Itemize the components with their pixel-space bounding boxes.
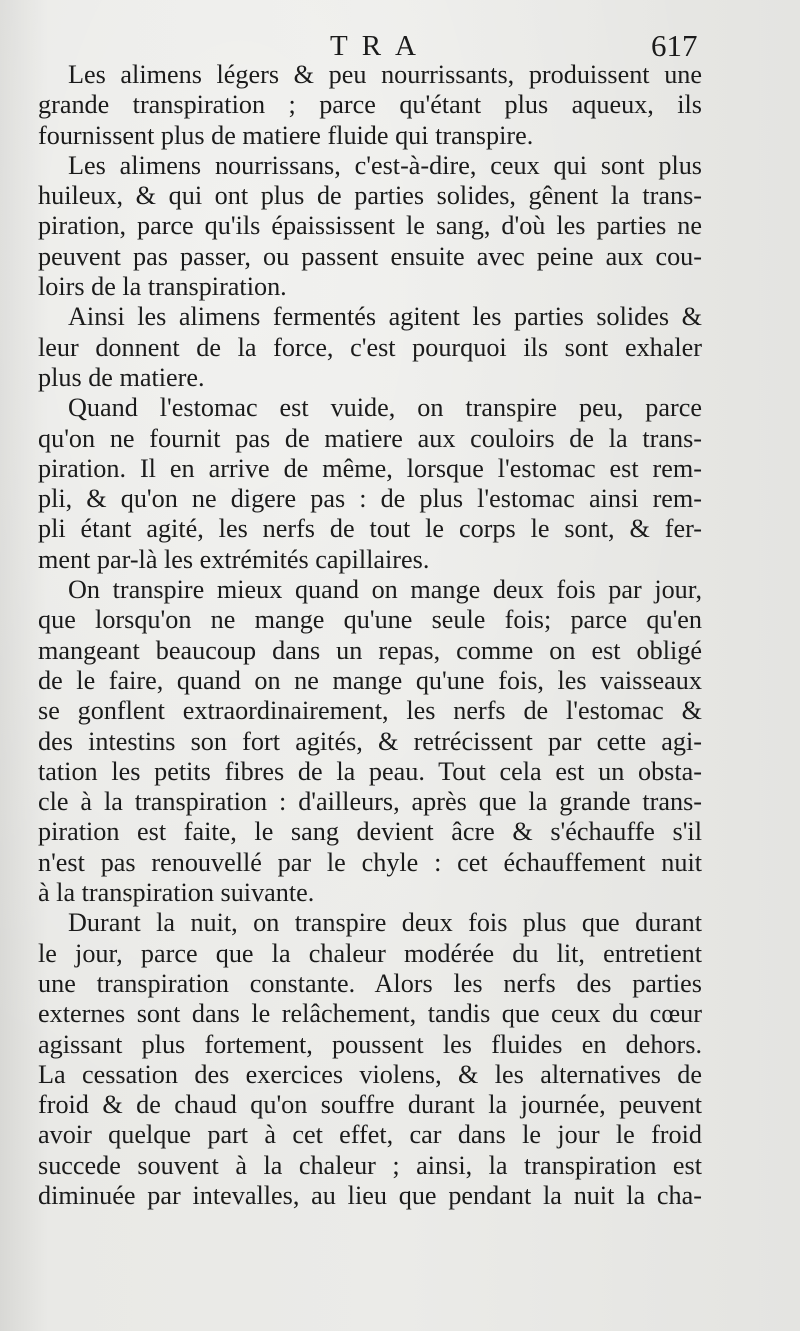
paragraph bbox=[38, 302, 702, 393]
text-line: grande transpiration ; parce qu'étant plus aqueux, ils bbox=[38, 90, 702, 120]
text-line: le jour, parce que la chaleur modérée du lit, entretient bbox=[38, 938, 702, 968]
text-line: Les alimens légers & peu nourrissants, produissent une bbox=[68, 60, 702, 89]
text-line: n'est pas renouvellé par le chyle : cet échauffement nuit bbox=[38, 847, 702, 877]
text-line: ment par-là les extrémités capillaires. bbox=[38, 544, 430, 574]
text-line: se gonflent extraordinairement, les nerfs de l'estomac & bbox=[38, 696, 702, 726]
paragraph bbox=[38, 393, 702, 575]
body-text bbox=[38, 60, 702, 1211]
paragraph bbox=[38, 60, 702, 151]
text-line: On transpire mieux quand on mange deux fois par jour, bbox=[68, 575, 702, 605]
text-line: mangeant beaucoup dans un repas, comme on est obligé bbox=[38, 635, 702, 665]
text-line: avoir quelque part à cet effet, car dans le jour le froid bbox=[38, 1120, 702, 1150]
text-line: piration, parce qu'ils épaississent le sang, d'où les parties ne bbox=[38, 211, 702, 241]
text-line: de le faire, quand on ne mange qu'une fois, les vaisseaux bbox=[38, 665, 702, 695]
paragraph bbox=[38, 575, 702, 908]
text-line: piration est faite, le sang devient âcre & s'échauffe s'il bbox=[38, 817, 702, 847]
text-line: qu'on ne fournit pas de matiere aux couloirs de la trans- bbox=[38, 423, 702, 453]
page-number: 617 bbox=[651, 28, 698, 63]
text-line: pli étant agité, les nerfs de tout le corps le sont, & fer- bbox=[38, 514, 702, 544]
text-line: Les alimens nourrissans, c'est-à-dire, ceux qui sont plus bbox=[68, 150, 702, 180]
text-line: peuvent pas passer, ou passent ensuite avec peine aux cou- bbox=[38, 241, 702, 271]
text-line: externes sont dans le relâchement, tandis que ceux du cœur bbox=[38, 999, 702, 1029]
text-line: La cessation des exercices violens, & les alternatives de bbox=[38, 1059, 702, 1089]
text-line: plus de matiere. bbox=[38, 362, 205, 392]
text-line: huileux, & qui ont plus de parties solides, gênent la trans- bbox=[38, 181, 702, 211]
text-line: fournissent plus de matiere fluide qui transpire. bbox=[38, 120, 534, 150]
text-line: loirs de la transpiration. bbox=[38, 272, 287, 302]
text-line: Durant la nuit, on transpire deux fois plus que durant bbox=[68, 908, 702, 938]
text-line: tation les petits fibres de la peau. Tout cela est un obsta- bbox=[38, 756, 702, 786]
paragraph bbox=[38, 908, 702, 1211]
text-line: que lorsqu'on ne mange qu'une seule fois; parce qu'en bbox=[38, 605, 702, 635]
text-line: Ainsi les alimens fermentés agitent les parties solides & bbox=[68, 302, 702, 332]
text-line: des intestins son fort agités, & retrécissent par cette agi- bbox=[38, 726, 702, 756]
text-line: agissant plus fortement, poussent les fluides en dehors. bbox=[38, 1029, 702, 1059]
text-line: Quand l'estomac est vuide, on transpire peu, parce bbox=[68, 393, 702, 423]
text-line: à la transpiration suivante. bbox=[38, 878, 315, 908]
text-line: froid & de chaud qu'on souffre durant la journée, peuvent bbox=[38, 1090, 702, 1120]
text-line: une transpiration constante. Alors les nerfs des parties bbox=[38, 968, 702, 998]
text-line: diminuée par intevalles, au lieu que pendant la nuit la cha- bbox=[38, 1180, 702, 1210]
text-line: leur donnent de la force, c'est pourquoi ils sont exhaler bbox=[38, 332, 702, 362]
text-line: piration. Il en arrive de même, lorsque l'estomac est rem- bbox=[38, 453, 702, 483]
running-title: TRA bbox=[330, 30, 430, 62]
text-line: succede souvent à la chaleur ; ainsi, la transpiration est bbox=[38, 1150, 702, 1180]
paragraph bbox=[38, 151, 702, 302]
text-line: pli, & qu'on ne digere pas : de plus l'estomac ainsi rem- bbox=[38, 484, 702, 514]
text-line: cle à la transpiration : d'ailleurs, après que la grande trans- bbox=[38, 787, 702, 817]
